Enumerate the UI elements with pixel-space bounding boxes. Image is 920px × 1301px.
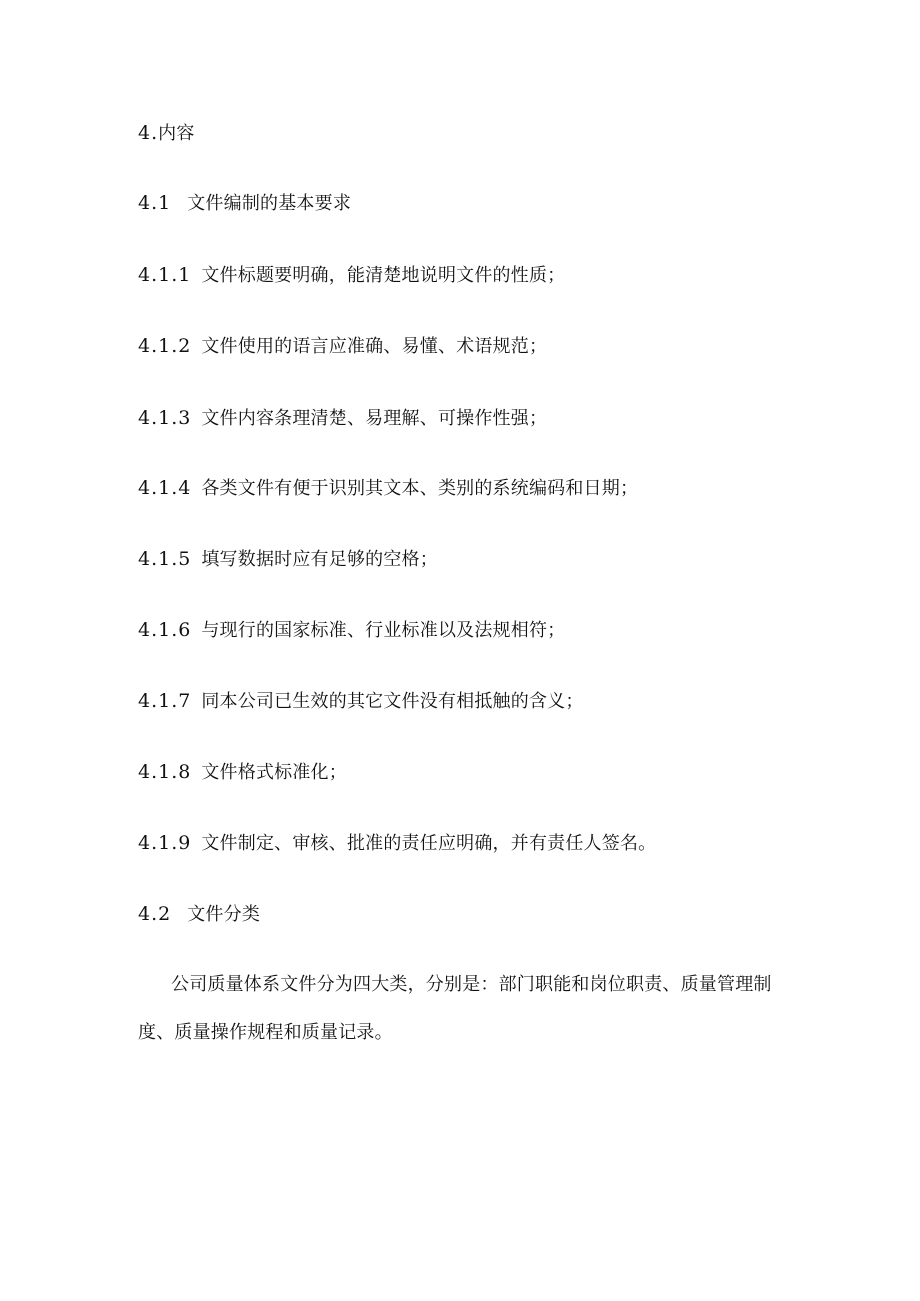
item-text: 与现行的国家标准、行业标准以及法规相符； <box>201 620 566 641</box>
list-item <box>138 689 584 714</box>
item-number: 4.1.5 <box>138 548 192 570</box>
list-item <box>138 476 638 501</box>
item-text: 填写数据时应有足够的空格； <box>201 549 438 570</box>
list-item <box>138 831 656 856</box>
item-number: 4.1.1 <box>138 264 192 286</box>
item-text: 各类文件有便于识别其文本、类别的系统编码和日期； <box>201 478 639 499</box>
item-number: 4.1.9 <box>138 832 192 854</box>
item-text: 文件使用的语言应准确、易懂、术语规范； <box>201 336 548 357</box>
item-number: 4.1.7 <box>138 690 192 712</box>
section-title: 文件分类 <box>187 904 261 925</box>
list-item <box>138 406 547 431</box>
section-4-1 <box>138 191 351 216</box>
item-text: 文件制定、审核、批准的责任应明确，并有责任人签名。 <box>201 833 657 854</box>
item-text: 文件格式标准化； <box>201 762 347 783</box>
list-item <box>138 334 547 359</box>
item-text: 文件标题要明确，能清楚地说明文件的性质； <box>201 265 566 286</box>
section-4-2 <box>138 902 260 927</box>
heading-text: 内容 <box>158 123 195 144</box>
item-number: 4.1.3 <box>138 407 192 429</box>
heading-number: 4. <box>138 122 159 144</box>
body-paragraph: 公司质量体系文件分为四大类，分别是：部门职能和岗位职责、质量管理制度、质量操作规程和质量记录。 <box>138 974 772 1043</box>
item-number: 4.1.8 <box>138 761 192 783</box>
list-item <box>138 760 347 785</box>
section-number: 4.1 <box>138 192 172 214</box>
list-item <box>138 618 565 643</box>
section-title: 文件编制的基本要求 <box>187 193 352 214</box>
item-text: 文件内容条理清楚、易理解、可操作性强； <box>201 408 548 429</box>
list-item <box>138 263 565 288</box>
heading-4 <box>138 121 195 146</box>
item-number: 4.1.6 <box>138 619 192 641</box>
item-text: 同本公司已生效的其它文件没有相抵触的含义； <box>201 691 584 712</box>
item-number: 4.1.4 <box>138 477 192 499</box>
section-number: 4.2 <box>138 903 172 925</box>
list-item <box>138 547 438 572</box>
item-number: 4.1.2 <box>138 335 192 357</box>
